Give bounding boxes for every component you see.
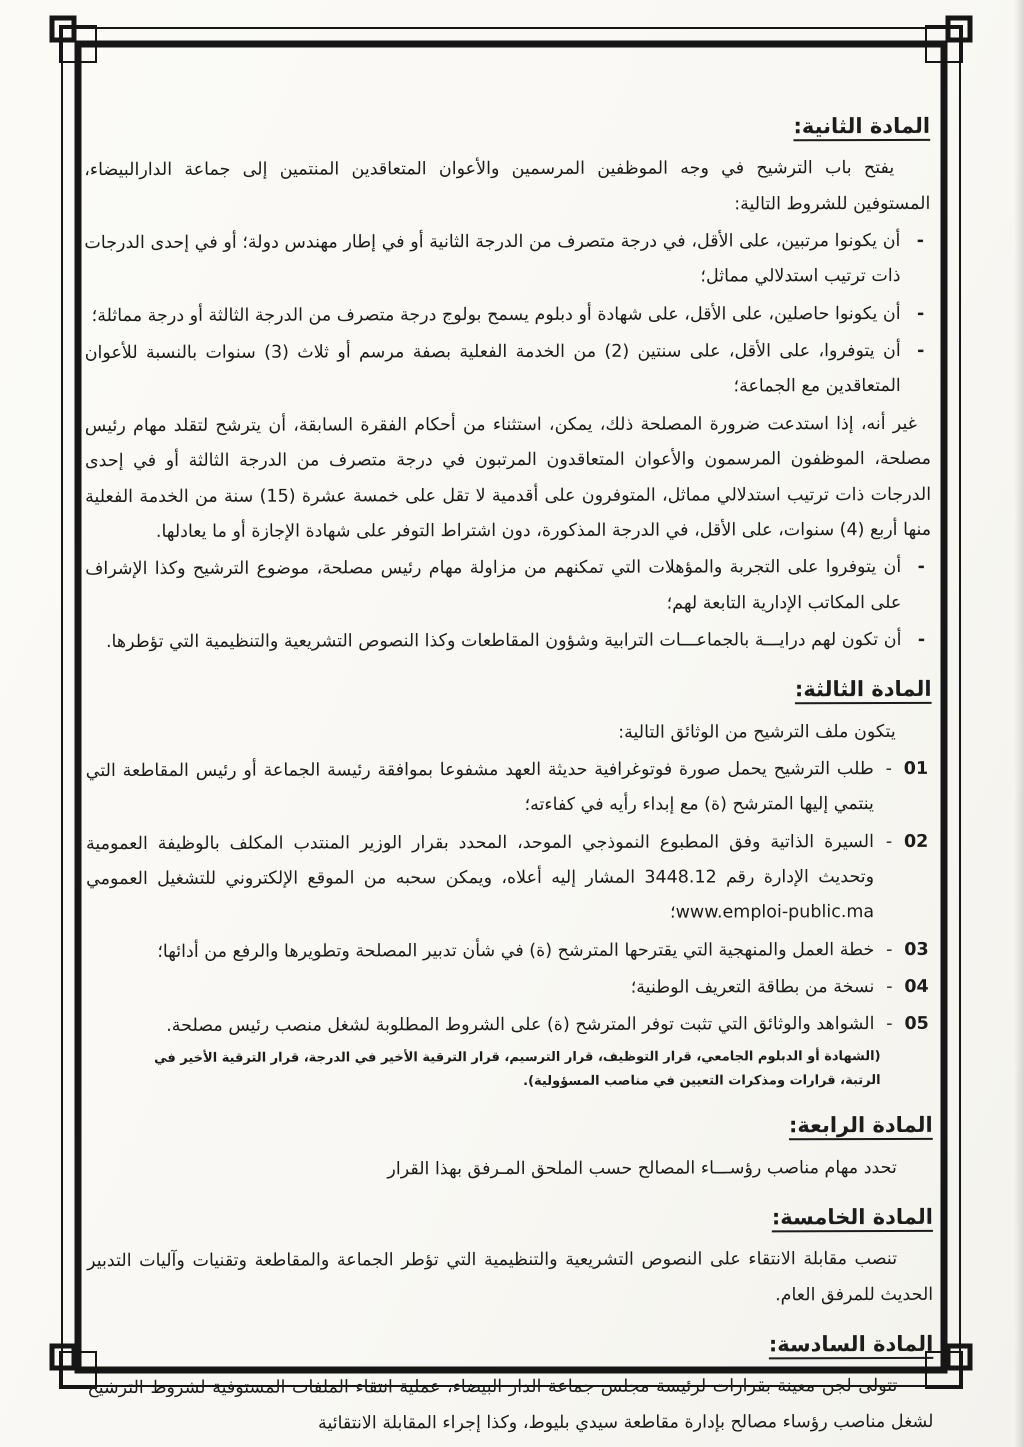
document-number: 01: [903, 758, 929, 779]
bullet-dash: -: [916, 231, 925, 252]
document-item: [86, 825, 932, 933]
condition-item: [84, 224, 930, 297]
number-dash: -: [885, 831, 893, 852]
condition-item: [85, 297, 931, 335]
article-5-title: المادة الخامسة:: [771, 1204, 933, 1230]
document-item: [86, 970, 932, 1008]
article-6-title: المادة السادسة:: [768, 1331, 934, 1357]
document-number: 02: [903, 831, 929, 852]
bullet-dash: -: [917, 557, 925, 578]
article-3-title: المادة الثالثة:: [794, 677, 932, 702]
documents-intro: يتكون ملف الترشيح من الوثائق التالية:: [618, 721, 896, 743]
number-dash: -: [886, 1014, 893, 1035]
document-text: السيرة الذاتية وفق المطبوع النموذجي الموحد، المحدد بقرار الوزير المنتدب المكلف بالوظيفة العمومية وتحديث الإدارة رقم 3448.12 المشار إليه أعلاه، ويمكن سحبه من الموقع الإلكتروني للتشغيل العمومي www.emploi-public.ma؛: [85, 831, 875, 923]
document-text: نسخة من بطاقة التعريف الوطنية؛: [630, 977, 875, 998]
scan-edge-shadow: [1014, 0, 1024, 1447]
article-2-title: المادة الثانية:: [793, 113, 931, 139]
document-content: [84, 95, 934, 1447]
document-text: خطة العمل والمنهجية التي يقترحها المترشح (ة) في شأن تدبير المصلحة وتطويرها والرفع من أدائها؛: [157, 939, 875, 962]
document-item: [86, 1007, 932, 1045]
bullet-dash: -: [916, 303, 925, 324]
article-6-body: تتولى لجن معينة بقرارات لرئيسة مجلس جماعة الدار البيضاء، عملية انتقاء الملفات المستوفية لشروط الترشيح لشغل مناصب رؤساء مصالح بإدارة مقاطعة سيدي بليوط، وكذا إجراء المقابلة الانتقائية: [87, 1376, 934, 1434]
document-item: [86, 752, 932, 825]
condition-text: أن يكونوا حاصلين، على الأقل، على شهادة أو دبلوم يسمح بولوج درجة متصرف من الدرجة الثالثة أو درجة مماثلة؛: [91, 303, 901, 326]
document-number: 04: [904, 976, 929, 997]
bullet-dash: -: [917, 341, 925, 362]
document-number: 03: [904, 939, 929, 960]
document-text: طلب الترشيح يحمل صورة فوتوغرافية حديثة العهد مشفوعا بموافقة رئيسة الجماعة أو رئيس المقاطعة التي ينتمي إليها المترشح (ة) مع إبداء رأيه في كفاءته؛: [85, 759, 874, 816]
document-text: الشواهد والوثائق التي تثبت توفر المترشح (ة) على الشروط المطلوبة لشغل منصب رئيس مصلحة.: [166, 1014, 875, 1037]
number-dash: -: [886, 939, 893, 960]
condition-text: أن يكونوا مرتبين، على الأقل، في درجة متصرف من الدرجة الثانية أو في إطار مهندس دولة؛ أو في إحدى الدرجات ذات ترتيب استدلالي مماثل؛: [84, 231, 901, 287]
bullet-dash: -: [917, 629, 926, 650]
number-dash: -: [886, 977, 893, 998]
condition-item: [85, 623, 931, 661]
condition-text: أن يتوفروا، على الأقل، على سنتين (2) من الخدمة الفعلية بصفة مرسم أو ثلاث (3) سنوات بالنسبة للأعوان المتعاقدين مع الجماعة؛: [84, 341, 901, 397]
number-dash: -: [885, 758, 892, 779]
article-2-intro: يفتح باب الترشيح في وجه الموظفين المرسمين والأعوان المتعاقدين المنتمين إلى جماعة الدارالبيضاء، المستوفين للشروط التالية:: [84, 158, 931, 215]
document-number: 05: [904, 1014, 929, 1035]
condition-item: [85, 334, 931, 407]
article-4-body: تحدد مهام مناصب رؤســـاء المصالح حسب الملحق المـرفق بهذا القرار: [387, 1157, 897, 1179]
condition-item: [85, 550, 931, 623]
condition-text: أن تكون لهم درايـــة بالجماعـــات الترابية وشؤون المقاطعات وكذا النصوص التشريعية والتنظيمية التي تؤطرها.: [105, 629, 902, 652]
document-item: [86, 933, 932, 971]
article-5-body: تنصب مقابلة الانتقاء على النصوص التشريعية والتنظيمية التي تؤطر الجماعة والمقاطعة وتقنيات وآليات التدبير الحديث للمرفق العام.: [87, 1249, 934, 1305]
exception-paragraph: غير أنه، إذا استدعت ضرورة المصلحة ذلك، يمكن، استثناء من أحكام الفقرة السابقة، أن يترشح لتقلد مهام رئيس مصلحة، الموظفون المرسمون والأعوان المتعاقدون المرتبون في درجة متصرف من الدرجة الثالثة أو في إحدى الدرجات ذات ترتيب استدلالي مماثل، المتوفرون على أقدمية لا تقل على خمسة عشرة (15) سنة من الخدمة الفعلية منها أربع (4) سنوات، على الأقل، في الدرجة المذكورة، دون اشتراط التوفر على شهادة الإجازة أو ما يعادلها.: [84, 413, 932, 542]
documents-note: (الشهادة أو الدبلوم الجامعي، قرار التوظيف، قرار الترسيم، قرار الترقية الأخير في الدرجة، قرار الترقية الأخير في الرتبة، قرارات ومذكرات التعيين في مناصب المسؤولية).: [154, 1048, 881, 1090]
article-4-title: المادة الرابعة:: [788, 1112, 933, 1138]
condition-text: أن يتوفروا على التجربة والمؤهلات التي تمكنهم من مزاولة مهام رئيس مصلحة، موضوع الترشيح وكذا الإشراف على المكاتب الإدارية التابعة لهم؛: [85, 557, 902, 614]
